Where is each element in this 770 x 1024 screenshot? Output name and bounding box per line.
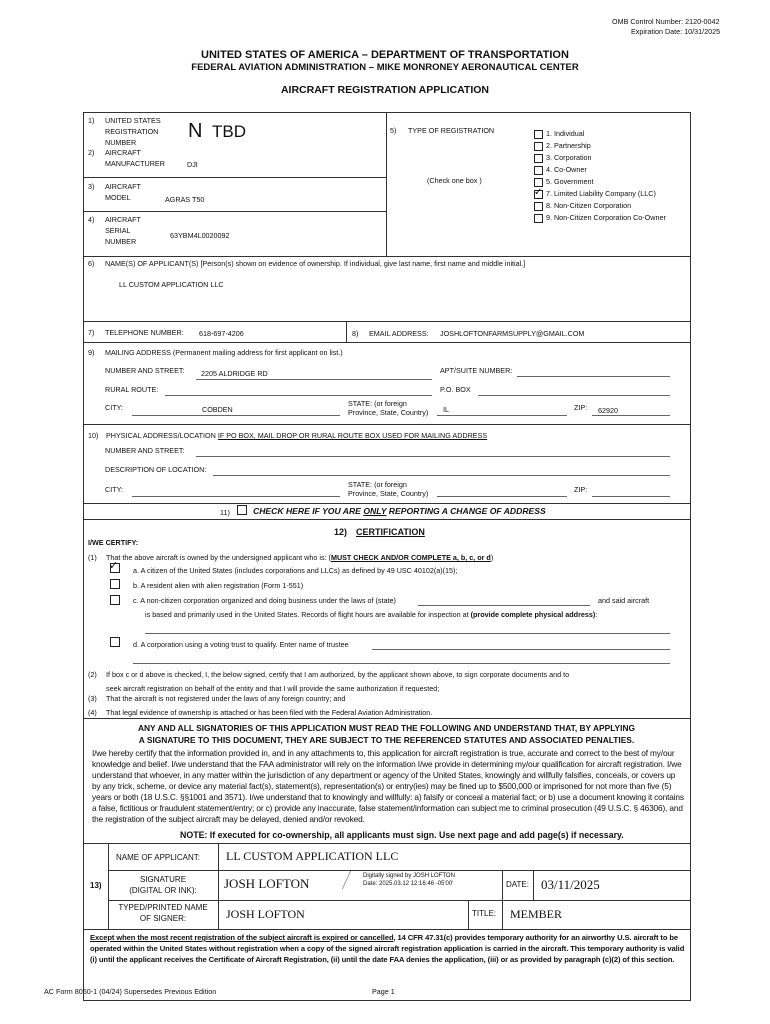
divider: [83, 424, 690, 425]
s5-label: TYPE OF REGISTRATION: [408, 126, 495, 135]
field-underline: [132, 415, 340, 416]
p3-num: (3): [88, 694, 97, 703]
date-field[interactable]: 03/11/2025: [541, 877, 600, 892]
divider: [218, 843, 219, 929]
form-number: AC Form 8050-1 (04/24) Supersedes Previous Edition: [44, 987, 217, 996]
mailing-zip-label: ZIP:: [574, 403, 588, 412]
p2-text: If box c or d above is checked, I, the below signed, certify that I am authorized, by the applicant shown above, to sign corporate documents and to: [106, 670, 570, 679]
field-underline: [517, 376, 670, 377]
divider: [502, 870, 503, 900]
field-underline: [372, 649, 670, 650]
registration-type-label: 1. Individual: [546, 129, 585, 138]
page-title-faa: FEDERAL AVIATION ADMINISTRATION – MIKE MONRONEY AERONAUTICAL CENTER: [191, 62, 579, 73]
telephone-field[interactable]: 618-697-4206: [199, 329, 244, 338]
title-label: TITLE:: [472, 909, 497, 918]
voting-trust-checkbox[interactable]: [110, 637, 120, 647]
option-c-text: c. A non-citizen corporation organized and doing business under the laws of (state): [133, 596, 396, 605]
digital-signature-info: Digitally signed by JOSH LOFTON: [363, 873, 455, 879]
applicant-name-field[interactable]: LL CUSTOM APPLICATION LLC: [119, 280, 224, 289]
s3-num: 3): [88, 182, 95, 191]
s9-num: 9): [88, 348, 95, 357]
typed-name-field[interactable]: JOSH LOFTON: [226, 907, 305, 921]
we-certify: I/WE CERTIFY:: [88, 538, 139, 547]
applicant-name-label: NAME OF APPLICANT:: [116, 853, 201, 862]
s2-label: AIRCRAFT: [105, 148, 141, 157]
field-underline: [196, 456, 670, 457]
field-underline: [165, 395, 432, 396]
email-field[interactable]: JOSHLOFTONFARMSUPPLY@GMAIL.COM: [440, 329, 585, 338]
s1-label: REGISTRATION: [105, 127, 159, 136]
date-label: DATE:: [506, 880, 529, 889]
certification-body: I/we hereby certify that the information provided in, and in any attachments to, this application for aircraft registration is true, accurate and correct to the best of my/our knowledge and belief. I/we understand that the FAA administrator will rely on the information I/we provide in determining my/our qualification for aircraft registration. I/we understand that whoever, in any matter within the jurisdiction of any department or agency of the United States, knowingly and willfully falsifies, conceals, or covers up by any trick, scheme, or device any material fact(s), statement(s), representation(s) or entry(ies) may be fined up to $500,000 or imprisoned for not more than five (5) years or both (18 U.S.C. §§1001 and 3571). I/we understand that to knowingly and willfully: a) falsify or conceal a material fact; or b) use a document knowing it contains a false, fictitious or fraudulent statement/entry; or c) provide any inaccurate, false statement/information can subject me to criminal prosecution (49 U.S.C. § 46306), and the registration of the subject aircraft may be delayed, denied and/or revoked.: [92, 748, 684, 824]
s8-label: EMAIL ADDRESS:: [369, 329, 429, 338]
mailing-city-label: CITY:: [105, 403, 123, 412]
divider: [346, 321, 347, 342]
divider: [83, 519, 690, 520]
warning-line-1: ANY AND ALL SIGNATORIES OF THIS APPLICATION MUST READ THE FOLLOWING AND UNDERSTAND THAT, BY APPLYING: [137, 723, 636, 733]
physical-state-label: STATE: (or foreign: [348, 480, 407, 489]
s1-label: NUMBER: [105, 138, 137, 147]
s6-num: 6): [88, 259, 95, 268]
change-of-address-checkbox[interactable]: [237, 505, 247, 515]
s13-num: 13): [90, 881, 102, 890]
rural-route-label: RURAL ROUTE:: [105, 385, 159, 394]
registration-type-checkbox[interactable]: [534, 130, 543, 139]
registration-type-label: 2. Partnership: [546, 141, 591, 150]
mailing-state-label: STATE: (or foreign: [348, 399, 407, 408]
physical-city-label: CITY:: [105, 485, 123, 494]
divider: [83, 321, 690, 322]
mailing-city-field[interactable]: COBDEN: [202, 405, 233, 414]
mailing-state-field[interactable]: IL: [443, 405, 449, 414]
p3-text: That the aircraft is not registered under the laws of any foreign country; and: [106, 694, 346, 703]
expiration-date: Expiration Date: 10/31/2025: [631, 27, 721, 36]
s4-label: SERIAL: [105, 226, 131, 235]
registration-type-checkbox[interactable]: [534, 202, 543, 211]
physical-zip-label: ZIP:: [574, 485, 588, 494]
temporary-authority-notice: Except when the most recent registration of the subject aircraft is expired or cancelled, 14 CFR 47.31(c) provides temporary authority for an airworthy U.S. aircraft to be operated within the United States without registration when a copy of the signed aircraft registration application is carried in the aircraft. This temporary authority is valid (i) until the applicant receives the Certificate of Aircraft Registration, (ii) until the date FAA denies the application, (iii) or as provided by paragraph (c)(2) of this section.: [90, 933, 685, 964]
s5-check-one: (Check one box ): [427, 176, 482, 185]
typed-name-label: OF SIGNER:: [139, 914, 187, 923]
registration-type-checkbox[interactable]: [534, 214, 543, 223]
s9-label: MAILING ADDRESS (Permanent mailing address for first applicant on list.): [105, 348, 343, 357]
registration-type-label: 4. Co-Owner: [546, 165, 587, 174]
divider: [533, 870, 534, 900]
description-label: DESCRIPTION OF LOCATION:: [105, 465, 207, 474]
s8-num: 8): [352, 329, 359, 338]
check-mark-icon: ✓: [534, 187, 543, 198]
registration-type-label: 5. Government: [546, 177, 594, 186]
option-a-text: a. A citizen of the United States (includes corporations and LLCs) as defined by 49 USC 40102(a)(15);: [133, 566, 458, 575]
registration-type-label: 7. Limited Liability Company (LLC): [546, 189, 656, 198]
non-citizen-checkbox[interactable]: [110, 595, 120, 605]
p2-num: (2): [88, 670, 97, 679]
option-b-text: b. A resident alien with alien registration (Form 1-551): [133, 581, 304, 590]
po-box-label: P.O. BOX: [440, 385, 471, 394]
field-underline: [437, 415, 567, 416]
apt-label: APT/SUITE NUMBER:: [440, 366, 513, 375]
registration-type-label: 8. Non-Citizen Corporation: [546, 201, 632, 210]
page-title-form: AIRCRAFT REGISTRATION APPLICATION: [280, 84, 490, 96]
field-underline: [592, 415, 670, 416]
certification-title: CERTIFICATION: [356, 527, 425, 537]
p1-num: (1): [88, 553, 97, 562]
s1-num: 1): [88, 116, 95, 125]
mailing-state-label: Province, State, Country): [348, 408, 429, 417]
divider: [108, 900, 690, 901]
mailing-street-field[interactable]: 2205 ALDRIDGE RD: [201, 369, 268, 378]
field-underline: [478, 395, 670, 396]
option-d-text: d. A corporation using a voting trust to qualify. Enter name of trustee: [133, 640, 349, 649]
mailing-street-label: NUMBER AND STREET:: [105, 366, 185, 375]
check-mark-icon: ✓: [109, 560, 119, 572]
p4-text: That legal evidence of ownership is attached or has been filed with the Federal Aviation Administration.: [106, 708, 433, 717]
field-underline: [437, 496, 567, 497]
divider: [468, 900, 469, 929]
divider: [502, 900, 503, 929]
field-underline: [132, 496, 340, 497]
registration-type-label: 3. Corporation: [546, 153, 592, 162]
p2-text-2: seek aircraft registration on behalf of the entity and that I will provide the same authorization if requested;: [106, 684, 440, 693]
s2-label: MANUFACTURER: [105, 159, 165, 168]
divider: [83, 256, 690, 257]
serial-number-field[interactable]: 63YBM4L0020092: [170, 231, 230, 240]
co-ownership-note: NOTE: If executed for co-ownership, all applicants must sign. Use next page and add page(s) if necessary.: [180, 830, 624, 840]
divider: [83, 843, 690, 844]
manufacturer-field[interactable]: DJI: [187, 160, 198, 169]
option-c-address: is based and primarily used in the United States. Records of flight hours are available for inspection at (provide complete physical address):: [145, 610, 598, 619]
s7-num: 7): [88, 328, 95, 337]
page-title-dot: UNITED STATES OF AMERICA – DEPARTMENT OF TRANSPORTATION: [201, 49, 569, 61]
title-field[interactable]: MEMBER: [510, 907, 563, 921]
digital-signature-date: Date: 2025.03.12 12:16:46 -05'00': [363, 881, 454, 887]
divider: [108, 870, 690, 871]
divider: [83, 177, 386, 178]
applicant-name-signature-field[interactable]: LL CUSTOM APPLICATION LLC: [226, 849, 399, 863]
field-underline: [592, 496, 670, 497]
s5-num: 5): [390, 126, 397, 135]
s1-label: UNITED STATES: [105, 116, 161, 125]
field-underline: [196, 379, 432, 380]
signature-label: SIGNATURE: [139, 875, 187, 884]
signature-field[interactable]: JOSH LOFTON: [224, 876, 310, 891]
divider: [83, 929, 690, 930]
p4-num: (4): [88, 708, 97, 717]
resident-alien-checkbox[interactable]: [110, 579, 120, 589]
field-underline: [145, 633, 670, 634]
registration-type-checkbox[interactable]: [534, 166, 543, 175]
divider: [83, 211, 386, 212]
s10-label: PHYSICAL ADDRESS/LOCATION IF PO BOX, MAIL DROP OR RURAL ROUTE BOX USED FOR MAILING ADDRESS: [106, 431, 488, 440]
registration-type-checkbox[interactable]: [534, 154, 543, 163]
s12-num: 12): [334, 527, 348, 537]
field-underline: [418, 605, 590, 606]
divider: [83, 718, 690, 719]
s3-label: MODEL: [105, 193, 131, 202]
s6-label: NAME(S) OF APPLICANT(S) [Person(s) shown on evidence of ownership. If individual, give last name, first name and middle initial.]: [105, 259, 526, 268]
field-underline: [213, 475, 670, 476]
s10-num: 10): [88, 431, 99, 440]
s4-label: NUMBER: [105, 237, 137, 246]
p1-text: That the above aircraft is owned by the undersigned applicant who is: (MUST CHECK AND/OR COMPLETE a, b, c, or d): [106, 553, 494, 562]
s2-num: 2): [88, 148, 95, 157]
divider: [83, 342, 690, 343]
registration-type-checkbox[interactable]: [534, 178, 543, 187]
divider: [83, 503, 690, 504]
omb-control-number: OMB Control Number: 2120-0042: [612, 17, 720, 26]
typed-name-label: TYPED/PRINTED NAME: [118, 903, 208, 912]
signature-label: (DIGITAL OR INK):: [129, 886, 197, 895]
physical-state-label: Province, State, Country): [348, 489, 429, 498]
s3-label: AIRCRAFT: [105, 182, 141, 191]
s7-label: TELEPHONE NUMBER:: [105, 328, 184, 337]
physical-street-label: NUMBER AND STREET:: [105, 446, 185, 455]
option-c-text-end: and said aircraft: [598, 596, 650, 605]
registration-type-checkbox[interactable]: [534, 142, 543, 151]
model-field[interactable]: AGRAS T50: [165, 195, 205, 204]
s4-label: AIRCRAFT: [105, 215, 141, 224]
page-number: Page 1: [372, 987, 395, 996]
s4-num: 4): [88, 215, 95, 224]
registration-number-field[interactable]: TBD: [212, 122, 246, 141]
section-divider: [386, 112, 387, 256]
registration-n-prefix: N: [188, 120, 203, 142]
warning-line-2: A SIGNATURE TO THIS DOCUMENT, THEY ARE SUBJECT TO THE REFERENCED STATUTES AND ASSOCIATED PENALTIES.: [138, 735, 635, 745]
registration-type-label: 9. Non-Citizen Corporation Co-Owner: [546, 213, 666, 222]
mailing-zip-field[interactable]: 62920: [598, 406, 618, 415]
change-of-address-label: CHECK HERE IF YOU ARE ONLY REPORTING A CHANGE OF ADDRESS: [253, 506, 546, 516]
field-underline: [133, 663, 670, 664]
s11-num: 11): [220, 508, 230, 517]
